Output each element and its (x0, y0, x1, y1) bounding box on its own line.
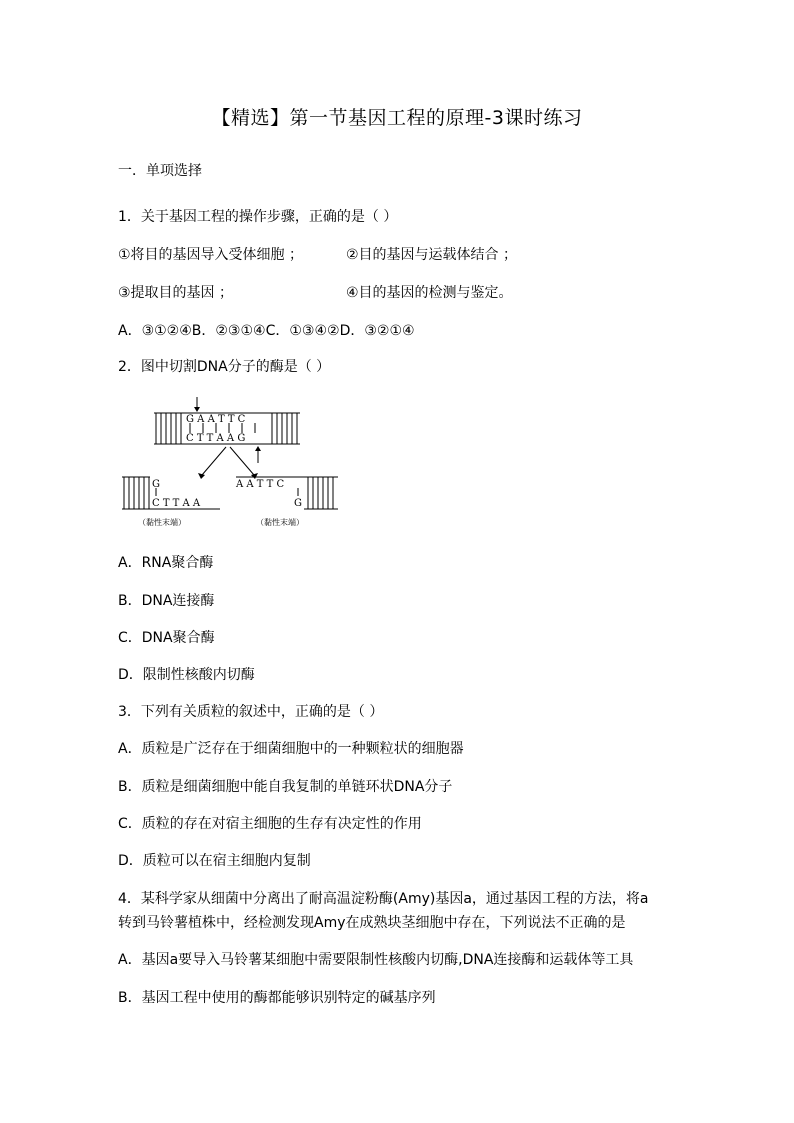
q3-option-d: D．质粒可以在宿主细胞内复制 (118, 853, 311, 869)
q3-option-c: C．质粒的存在对宿主细胞的生存有决定性的作用 (118, 816, 422, 832)
dna-cut-diagram (118, 395, 348, 535)
right-fragment-bottom: G (294, 498, 302, 509)
q4-stem-line-2: 转到马铃薯植株中，经检测发现Amy在成熟块茎细胞中存在，下列说法不正确的是 (118, 915, 626, 931)
q3-option-b: B．质粒是细菌细胞中能自我复制的单链环状DNA分子 (118, 779, 453, 795)
left-fragment-bottom: C T T A A (152, 498, 201, 509)
q1-item-4: ④目的基因的检测与鉴定。 (346, 285, 513, 301)
dna-top-strand: G A A T T C (186, 414, 246, 425)
right-fragment-top: A A T T C (236, 479, 285, 490)
q1-item-3: ③提取目的基因 ； (118, 285, 234, 301)
q3-option-a: A．质粒是广泛存在于细菌细胞中的一种颗粒状的细胞器 (118, 741, 464, 757)
dna-diagram-svg (118, 395, 348, 535)
q1-stem: 1．关于基因工程的操作步骤，正确的是（ ） (118, 209, 398, 225)
q1-item-2: ②目的基因与运载体结合 ； (346, 247, 518, 263)
q2-option-c: C．DNA聚合酶 (118, 630, 215, 646)
q4-stem-line-1: 4．某科学家从细菌中分离出了耐高温淀粉酶(Amy)基因a，通过基因工程的方法，将a (118, 891, 649, 907)
q2-option-d: D．限制性核酸内切酶 (118, 667, 255, 683)
q3-stem: 3．下列有关质粒的叙述中，正确的是（ ） (118, 704, 384, 720)
q2-stem: 2．图中切割DNA分子的酶是（ ） (118, 359, 331, 375)
right-caption: （黏性末端） (256, 518, 304, 527)
q4-option-b: B．基因工程中使用的酶都能够识别特定的碱基序列 (118, 990, 436, 1006)
q1-item-1: ①将目的基因导入受体细胞 ； (118, 247, 304, 263)
q1-options: A．③①②④B．②③①④C．①③④②D．③②①④ (118, 323, 415, 339)
left-caption: （黏性末端） (138, 518, 186, 527)
section-heading: 一．单项选择 (118, 163, 202, 179)
page-title: 【精选】第一节基因工程的原理-3课时练习 (211, 107, 583, 129)
left-fragment-top: G (152, 479, 160, 490)
q2-option-b: B．DNA连接酶 (118, 593, 215, 609)
dna-bottom-strand: C T T A A G (186, 433, 246, 444)
q2-option-a: A．RNA聚合酶 (118, 555, 214, 571)
q4-option-a: A．基因a要导入马铃薯某细胞中需要限制性核酸内切酶,DNA连接酶和运载体等工具 (118, 952, 634, 968)
